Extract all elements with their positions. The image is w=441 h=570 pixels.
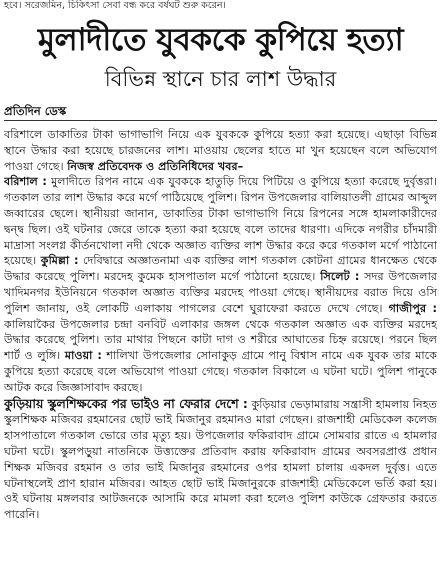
dateline-sylhet: সিলেট :	[320, 270, 360, 284]
article-body	[4, 127, 437, 567]
subheadline: বিভিন্ন স্থানে চার লাশ উদ্ধার	[104, 67, 337, 91]
report-paragraph	[4, 174, 437, 395]
intro-paragraph	[4, 127, 437, 174]
kushtia-subheading: কুড়িয়ায় স্কুলশিক্ষকের পর ভাইও না ফেরার দেশে :	[4, 395, 248, 411]
headline: মুলাদীতে যুবককে কুপিয়ে হত্যা	[37, 22, 404, 58]
report-text-sylhet: সদর উপজেলার খাদিমনগর ইউনিয়নে গতকাল অজ্ঞাত ব্যক্তির মরদেহ পাওয়া গেছে। স্থানীয়দের বরাত দিয়ে ওসি পুলিশ জানায়, ওই লোকটি এলাকায় পাগলের বেশে ঘুরাফেরা করতে দেখে গেছে।	[4, 270, 437, 315]
dateline-gazipur: গাজীপুর :	[388, 301, 437, 315]
report-text-magura: শালিখা উপজেলার সোনাকুড় গ্রামে পানু বিশ্বাস নামে এক যুবক তার মাকে কুপিয়ে হত্যা করেছে বলে অভিযোগ পাওয়া গেছে। গতকাল বিকালে এ ঘটনা ঘটে। পুলিশ পানুকে আটক করে জিজ্ঞাসাবাদ করছে।	[4, 349, 437, 394]
report-text-barishal: মুলাদীতে রিপন নামে এক যুবককে হাতুড়ি দিয়ে পিটিয়ে ও কুপিয়ে হত্যা করেছে দুর্বৃত্তরা। গতকাল তার লাশ উদ্ধার করে মর্গে পাঠিয়েছে পুলিশ। রিপন উপজেলার বালিয়াতলী গ্রামের আব্দুল জব্বারের ছেলে। স্থানীয়রা জানান, ডাকাতির টাকা ভাগাভাগি নিয়ে রিপনের সঙ্গে হামলাকারীদের দ্বন্দ্ব ছিল। ওই ঘটনার জেরে তাকে হত্যা করা হয়েছে বলে তাদের ধারণা। এদিকে নগরীর চাঁদমারী মাদ্রাসা সংলগ্ন কীর্তনখোলা নদী থেকে অজ্ঞাত ব্যক্তির লাশ উদ্ধার করে করে গতকাল মর্গে পাঠানো হয়েছে।	[4, 175, 437, 268]
byline-divider	[4, 120, 437, 121]
report-text-cumilla: দেবিদ্বারে অজ্ঞাতনামা এক ব্যক্তির লাশ গতকাল কোটনা গ্রামের ধানক্ষেত থেকে উদ্ধার করেছে পুলিশ। মরদেহ কুমেক হাসপাতাল মর্গে পাঠানো হয়েছে।	[4, 254, 437, 284]
contributors-note: নিজস্ব প্রতিবেদক ও প্রতিনিধিদের খবর–	[67, 159, 244, 173]
kushtia-paragraph	[4, 396, 437, 523]
dateline-magura: মাওয়া :	[64, 349, 102, 363]
byline: প্রতিদিন ডেস্ক	[4, 104, 67, 118]
dateline-barishal: বরিশাল :	[4, 175, 47, 189]
intro-text: বরিশালে ডাকাতির টাকা ভাগাভাগি নিয়ে এক যুবককে কুপিয়ে হত্যা করা হয়েছে। এছাড়া বিভিন্ন স্থানে উদ্ধার করা হয়েছে চারজনের লাশ। মাওয়ায় ছেলের হাতে মা খুন হয়েছেন বলে অভিযোগ পাওয়া গেছে।	[4, 128, 437, 173]
report-text-gazipur: কালিয়াকৈর উপজেলার চন্দ্রা বনবিট এলাকার জঙ্গল থেকে গতকাল অজ্ঞাত এক ব্যক্তির মরদেহ উদ্ধার করেছে পুলিশ। তার মাথার পিছনে কাটা দাগ ও শরীরে আঘাতের চিহ্ন রয়েছে। পরনে ছিল শার্ট ও লুঙ্গি।	[4, 317, 437, 363]
previous-article-strip: হবে। সরেজমিন, চিকিৎসা সেবা বন্ধ করে বর্ষঘট শুরু করেন।	[4, 0, 226, 11]
report-text-kushtia: কুড়িয়ার ভেড়ামারায় সন্ত্রাসী হামলায় নিহত স্কুলশিক্ষক মজিবর রহমানের ছোট ভাই মিজানুর রহমানও মারা গেছেন। রাজশাহী মেডিকেল কলেজ হাসপাতালে গতকাল ভোরে তার মৃত্যু হয়। উপজেলার ফকিরাবাদ গ্রামে সোমবার রাতে এ হামলার ঘটনা ঘটে। স্কুলপড়ুয়া নাতনিকে উত্ত্যক্তের প্রতিবাদ করায় ফকিরাবাদ গ্রামের অবসরপ্রাপ্ত প্রধান শিক্ষক মজিবর রহমান ও তার ভাই মিজানুর রহমানের ওপর হামলা চালায় একদল দুর্বৃত্ত। এতে ঘটনাস্থলেই প্রাণ হারান মজিবর। আহত ছোট ভাই মিজানুরকে রাজশাহী মেডিকেলে ভর্তি করা হয়। ওই ঘটনায় মঙ্গলবার আটজনকে আসামি করে মামলা করা হলেও পুলিশ কাউকে গ্রেফতার করতে পারেনি।	[4, 397, 437, 522]
dateline-cumilla: কুমিল্লা :	[40, 254, 79, 268]
